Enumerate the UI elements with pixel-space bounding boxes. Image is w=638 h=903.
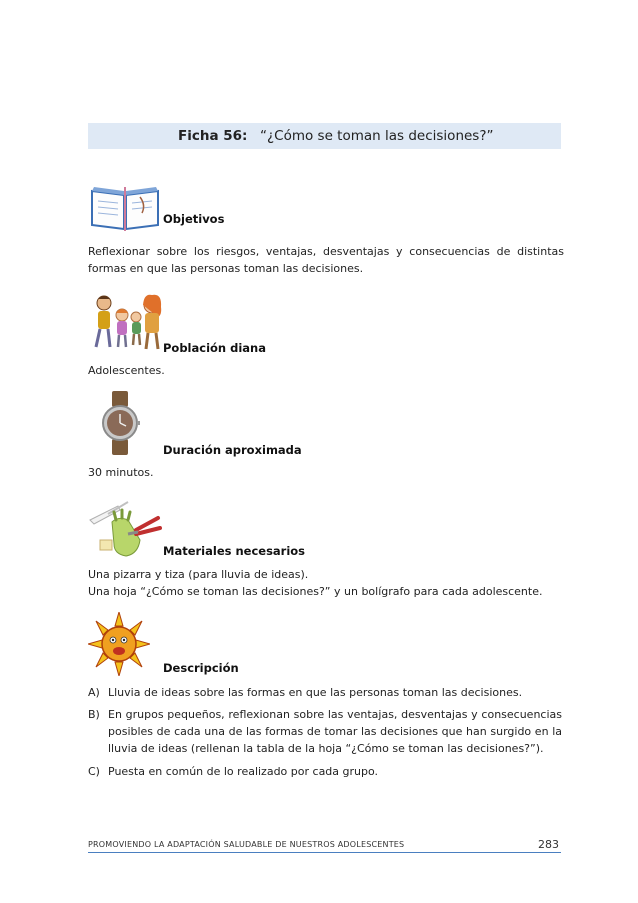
- tools-gloves-icon: [88, 500, 164, 558]
- poblacion-text: Adolescentes.: [88, 364, 165, 377]
- list-text: En grupos pequeños, reflexionan sobre las ventajas, desventajas y consecuencias posibles de cada una de las formas de tomar las decisiones que han surgido en la lluvia de ideas (rellenan la tabla de la hoja “¿Cómo se toman las decisiones?”).: [108, 708, 562, 755]
- list-letter: B): [88, 708, 100, 721]
- objetivos-heading: Objetivos: [163, 212, 225, 226]
- footer-rule: [88, 852, 561, 853]
- sheet-title: “¿Cómo se toman las decisiones?”: [260, 128, 494, 144]
- list-text: Lluvia de ideas sobre las formas en que las personas toman las decisiones.: [108, 686, 523, 699]
- sun-face-icon: [88, 612, 150, 676]
- materiales-line-2: Una hoja “¿Cómo se toman las decisiones?” y un bolígrafo para cada adolescente.: [88, 585, 543, 598]
- duracion-text: 30 minutos.: [88, 466, 154, 479]
- list-item: [88, 706, 564, 757]
- list-text: Puesta en común de lo realizado por cada grupo.: [108, 765, 379, 778]
- sheet-number: Ficha 56:: [178, 128, 248, 144]
- title-band: [88, 123, 561, 149]
- poblacion-heading: Población diana: [163, 341, 266, 355]
- materiales-line-1: Una pizarra y tiza (para lluvia de ideas).: [88, 568, 309, 581]
- footer-title: PROMOVIENDO LA ADAPTACIÓN SALUDABLE DE NUESTROS ADOLESCENTES: [88, 840, 405, 849]
- page-number: 283: [538, 838, 559, 851]
- list-item: [88, 763, 564, 780]
- open-book-icon: [90, 183, 160, 231]
- materiales-heading: Materiales necesarios: [163, 544, 306, 558]
- list-letter: A): [88, 686, 100, 699]
- duracion-heading: Duración aproximada: [163, 443, 302, 457]
- wristwatch-icon: [100, 391, 140, 455]
- list-letter: C): [88, 765, 100, 778]
- objetivos-text: Reflexionar sobre los riesgos, ventajas, desventajas y consecuencias de distintas formas en que las personas toman las decisiones.: [88, 245, 564, 275]
- family-group-icon: [92, 293, 164, 353]
- list-item: [88, 684, 564, 701]
- descripcion-heading: Descripción: [163, 661, 239, 675]
